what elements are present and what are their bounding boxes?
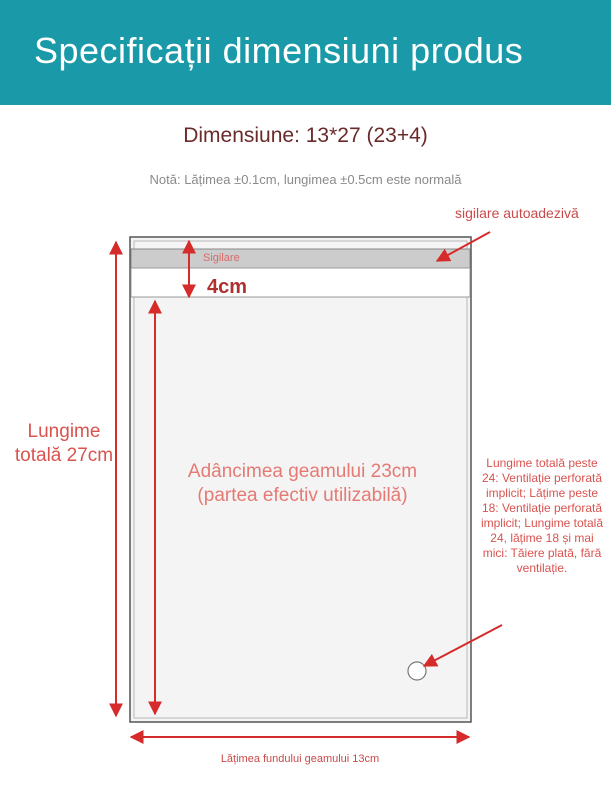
dimension-heading: Dimensiune: 13*27 (23+4)	[183, 124, 428, 147]
seal-height-label: 4cm	[207, 276, 248, 298]
tolerance-note: Notă: Lățimea ±0.1cm, lungimea ±0.5cm este normală	[149, 172, 462, 187]
ventilation-hole	[408, 662, 426, 680]
seal-strip	[131, 249, 470, 268]
total-length-label: Lungime totală 27cm	[14, 421, 114, 466]
window-depth-label: Adâncimea geamului 23cm (partea efectiv utilizabilă)	[187, 461, 418, 506]
page-title: Specificații dimensiuni produs	[34, 30, 524, 71]
seal-label: Sigilare	[203, 252, 240, 264]
flap-area	[131, 268, 470, 297]
seal-adhesive-label: sigilare autoadezivă	[455, 205, 579, 221]
bottom-width-label: Lățimea fundului geamului 13cm	[220, 753, 380, 765]
ventilation-note: Lungime totală peste 24: Ventilație perforată implicit; Lățime peste 18: Ventilație perforată implicit; Lungime totală 24, lățime 18 și mai mici: Tăiere plată, fără ventilație.	[480, 456, 604, 575]
